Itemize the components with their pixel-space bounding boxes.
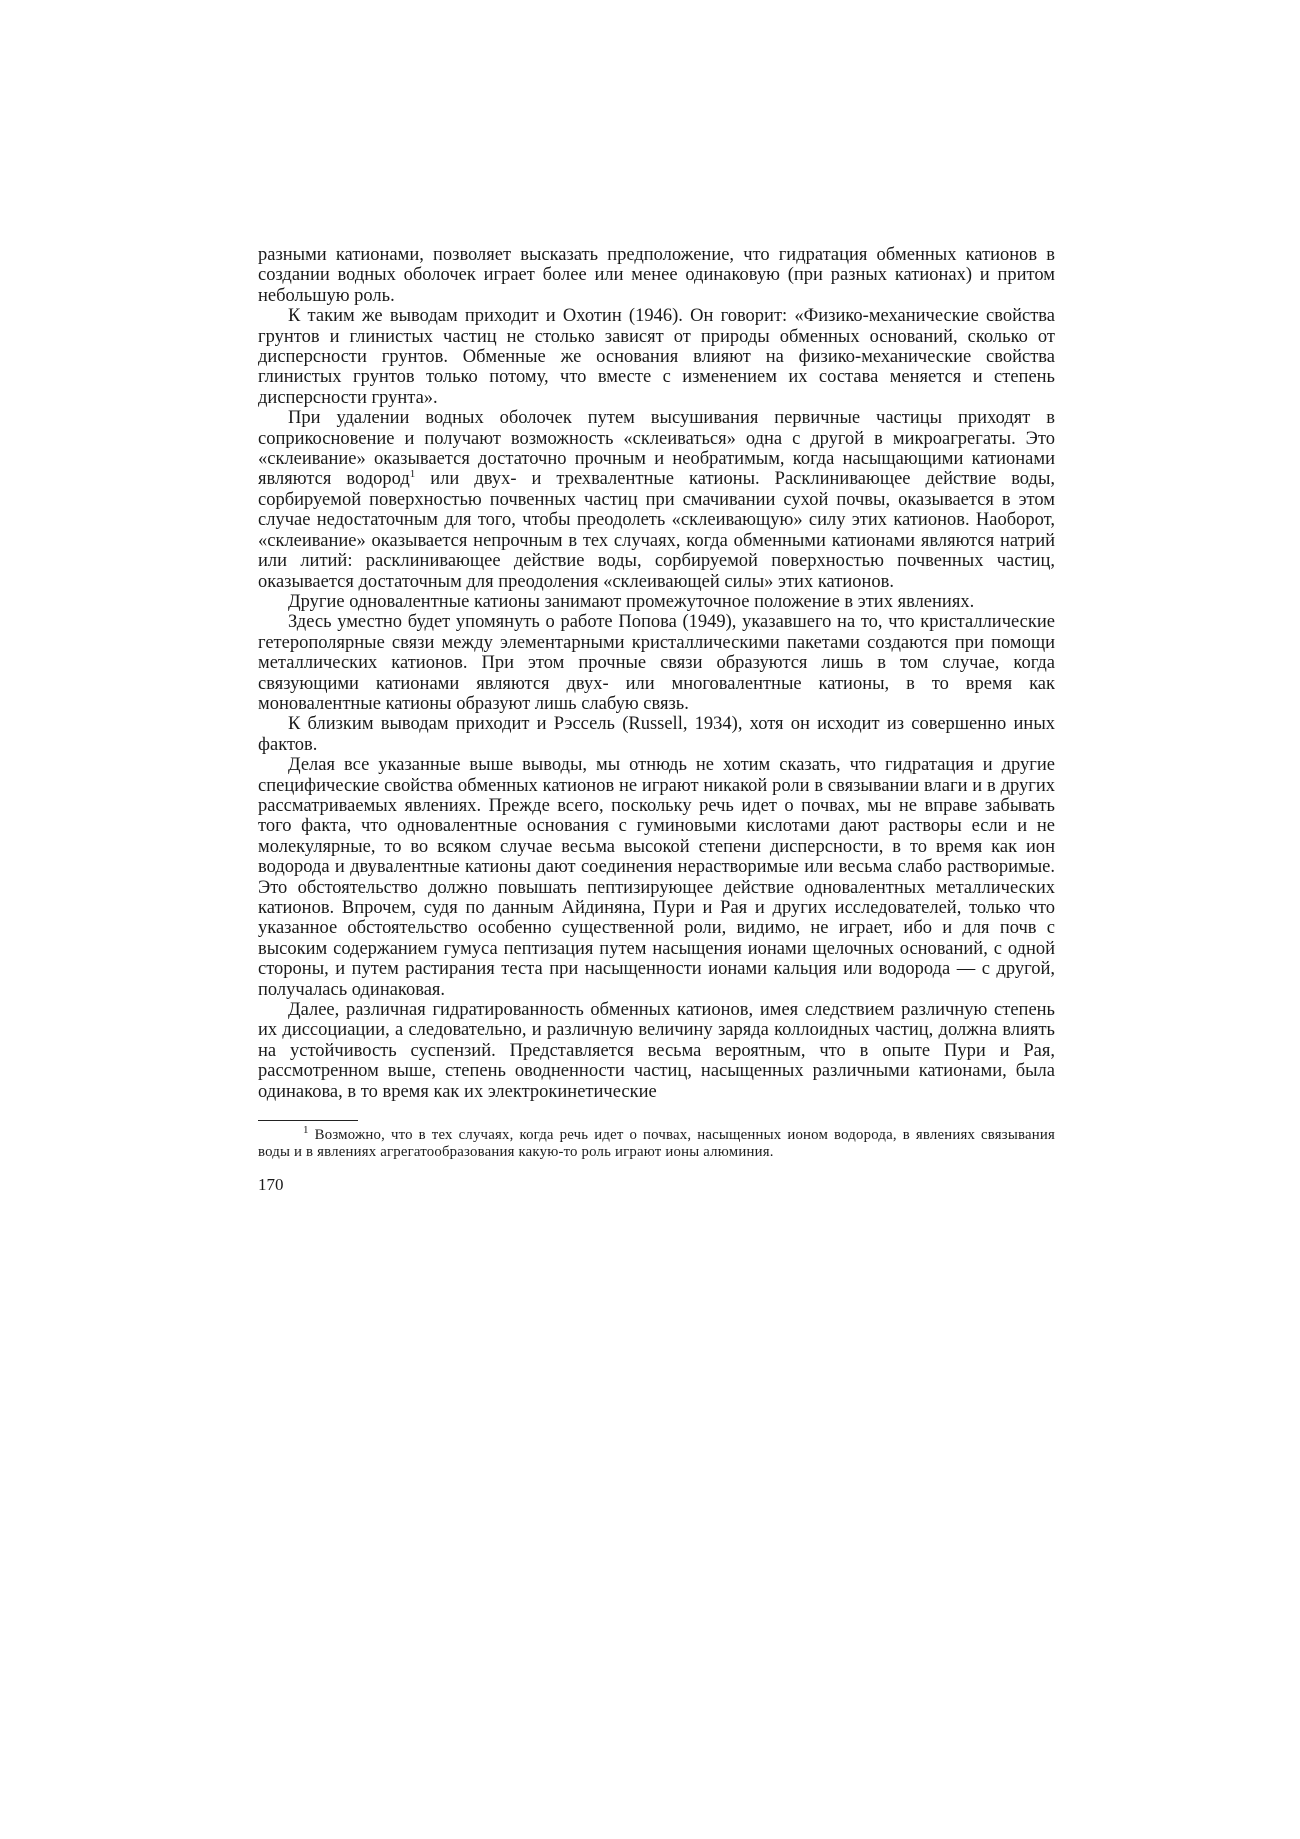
paragraph-7: Делая все указанные выше выводы, мы отнюдь не хотим сказать, что гидратация и другие специфические свойства обменных катионов не играют никакой роли в связывании влаги и в других рассматриваемых явлениях. Прежде всего, поскольку речь идет о почвах, мы не вправе забывать того факта, что одновалентные основания с гуминовыми кислотами дают растворы если и не молекулярные, то во всяком случае весьма высокой степени дисперсности, в то время как ион водорода и двувалентные катионы дают соединения нерастворимые или весьма слабо растворимые. Это обстоятельство должно повышать пептизирующее действие одновалентных металлических катионов. Впрочем, судя по данным Айдиняна, Пури и Рая и других исследователей, только что указанное обстоятельство особенно существенной роли, видимо, не играет, ибо и для почв с высоким содержанием гумуса пептизация путем насыщения ионами щелочных оснований, с одной стороны, и путем растирания теста при насыщенности ионами кальция или водорода — с другой, получалась одинаковая. bbox=[258, 755, 1055, 1000]
footnote-text: Возможно, что в тех случаях, когда речь идет о почвах, насыщенных ионом водорода, в явлениях связывания воды и в явлениях агрегатообразования какую-то роль играют ионы алюминия. bbox=[258, 1127, 1055, 1161]
paragraph-3-start: При удалении водных оболочек путем высушивания первичные частицы приходят в соприкосновение и получают возможность «склеиваться» одна с другой в микроагрегаты. Это «склеивание» оказывается достаточно прочным и необратимым, когда насыщающими катионами являются водород bbox=[258, 408, 1055, 490]
paragraph-5: Здесь уместно будет упомянуть о работе Попова (1949), указавшего на то, что кристаллические гетерополярные связи между элементарными кристаллическими пакетами создаются при помощи металлических катионов. При этом прочные связи образуются лишь в том случае, когда связующими катионами являются двух- или многовалентные катионы, в то время как моновалентные катионы образуют лишь слабую связь. bbox=[258, 612, 1055, 714]
paragraph-2: К таким же выводам приходит и Охотин (1946). Он говорит: «Физико-механические свойства грунтов и глинистых частиц не столько зависят от природы обменных оснований, сколько от дисперсности грунтов. Обменные же основания влияют на физико-механические свойства глинистых грунтов только потому, что вместе с изменением их состава меняется и степень дисперсности грунта». bbox=[258, 306, 1055, 408]
paragraph-3 bbox=[258, 408, 1055, 592]
footnote bbox=[258, 1124, 1055, 1161]
page-body bbox=[258, 245, 1055, 1195]
paragraph-8: Далее, различная гидратированность обменных катионов, имея следствием различную степень их диссоциации, а следовательно, и различную величину заряда коллоидных частиц, должна влиять на устойчивость суспензий. Представляется весьма вероятным, что в опыте Пури и Рая, рассмотренном выше, степень оводненности частиц, насыщенных различными катионами, была одинакова, в то время как их электрокинетические bbox=[258, 1000, 1055, 1102]
paragraph-4: Другие одновалентные катионы занимают промежуточное положение в этих явлениях. bbox=[288, 591, 975, 612]
paragraph-6: К близким выводам приходит и Рэссель (Russell, 1934), хотя он исходит из совершенно иных фактов. bbox=[258, 714, 1055, 755]
paragraph-1: разными катионами, позволяет высказать предположение, что гидратация обменных катионов в создании водных оболочек играет более или менее одинаковую (при разных катионах) и притом небольшую роль. bbox=[258, 245, 1055, 306]
footnote-marker: 1 bbox=[303, 1124, 309, 1137]
footnote-divider bbox=[258, 1120, 358, 1121]
footnote-reference: 1 bbox=[409, 468, 416, 481]
page-number: 170 bbox=[258, 1175, 284, 1195]
paragraph-3-rest: или двух- и трехвалентные катионы. Расклинивающее действие воды, сорбируемой поверхностью почвенных частиц при смачивании сухой почвы, оказывается в этом случае недостаточным для того, чтобы преодолеть «склеивающую» силу этих катионов. Наоборот, «склеивание» оказывается непрочным в тех случаях, когда обменными катионами являются натрий или литий: расклинивающее действие воды, сорбируемой поверхностью почвенных частиц, оказывается достаточным для преодоления «склеивающей силы» этих катионов. bbox=[258, 469, 1055, 592]
